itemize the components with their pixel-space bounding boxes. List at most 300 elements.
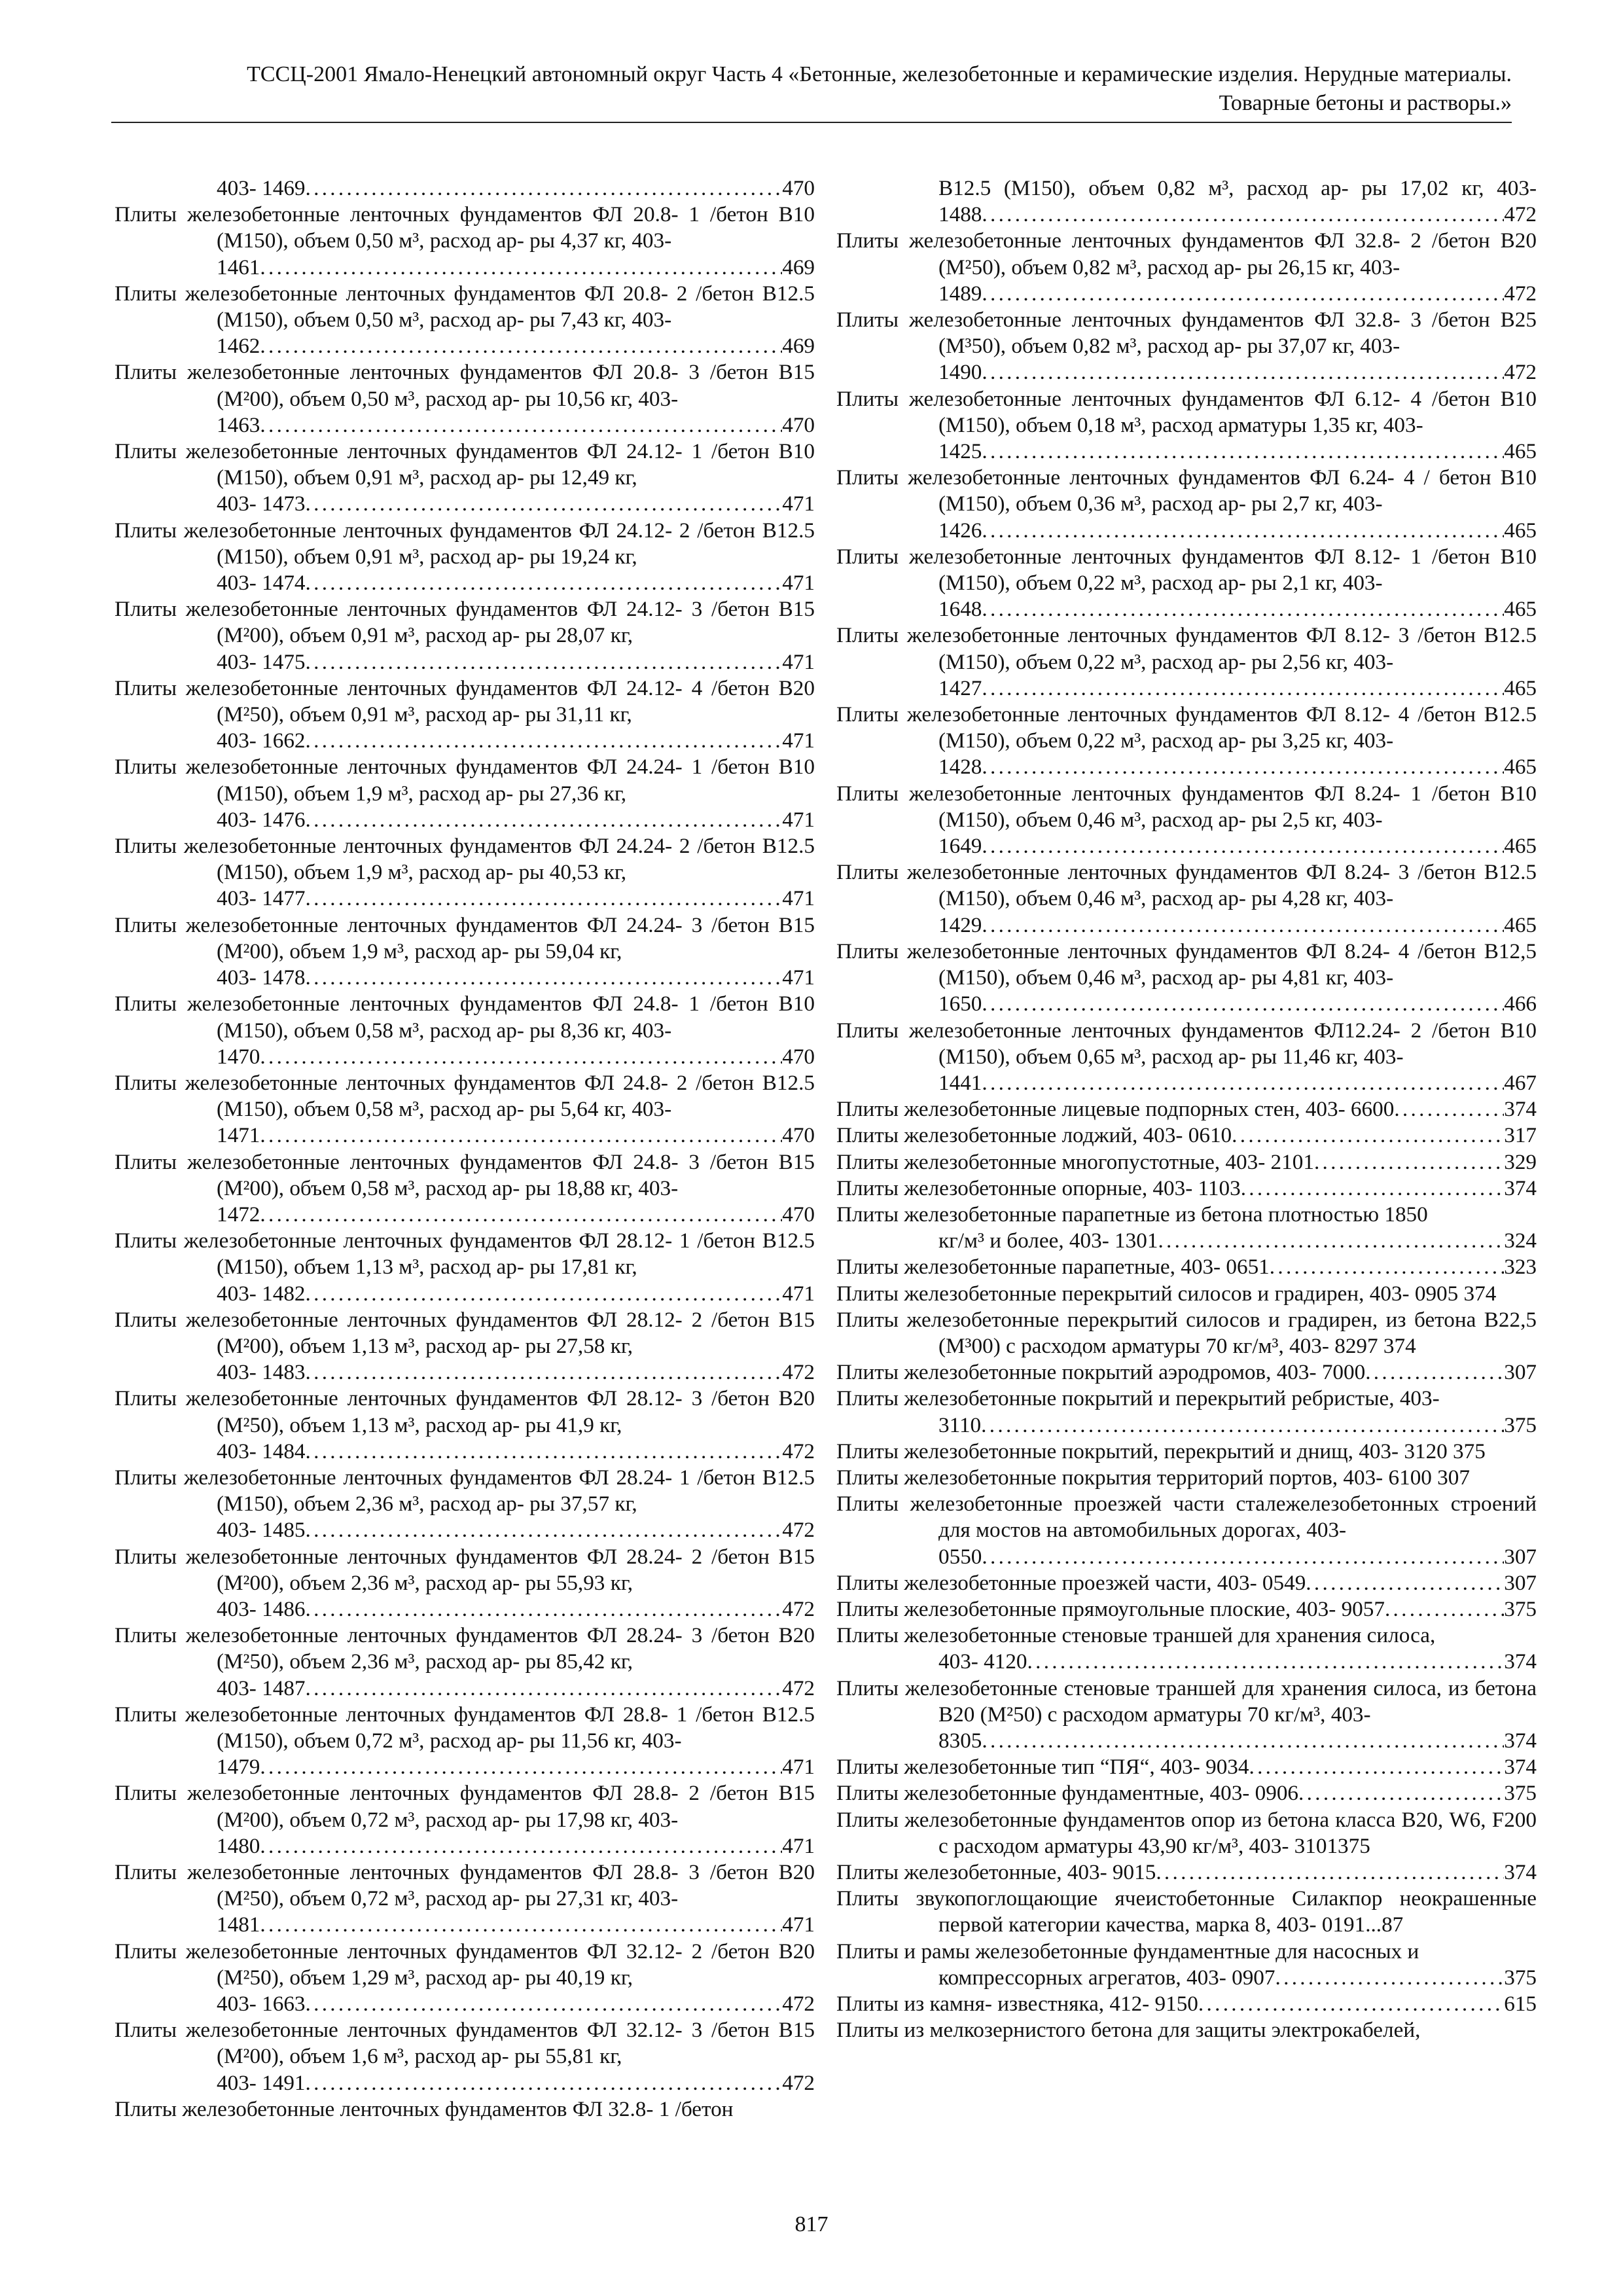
dot-leader: [306, 175, 783, 202]
index-entry-page: 471: [782, 728, 815, 753]
index-entry-page: 374: [1504, 1755, 1537, 1780]
index-entry-page-ref: [938, 1965, 1537, 1991]
index-entry-page-ref: [217, 1517, 815, 1543]
index-entry: [836, 228, 1537, 307]
dot-leader: [306, 1676, 783, 1702]
index-entry-page: 615: [1504, 1992, 1537, 2017]
index-entry-page: 471: [782, 1833, 815, 1858]
index-entry-page-ref: [217, 807, 815, 833]
index-entry-page: 375: [1504, 1596, 1537, 1621]
dot-leader: [306, 807, 783, 833]
index-entry-page: 465: [1504, 439, 1537, 464]
dot-leader: [982, 202, 1504, 228]
index-entry-code: 403- 1473: [217, 492, 306, 516]
index-entry-text: Плиты железобетонные ленточных фундаментов ФЛ12.24- 2 /бетон В10 (М150), объем 0,65 м³, расход ар- ры 11,46 кг, 403-: [836, 1018, 1537, 1069]
dot-leader: [982, 281, 1504, 307]
index-entry-text: Плиты железобетонные стеновые траншей для хранения силоса,: [836, 1623, 1436, 1648]
index-column-left: [115, 175, 815, 2123]
index-entry-text: Плиты железобетонные ленточных фундаментов ФЛ 24.12- 3 /бетон В15 (М²00), объем 0,91 м³, расход ар- ры 28,07 кг,: [115, 597, 815, 648]
index-entry-page-ref: [217, 1596, 815, 1623]
index-entry-code: 403- 1483: [217, 1360, 306, 1385]
index-entry-code: 403- 1478: [217, 965, 306, 990]
index-entry-page-ref: [217, 491, 815, 517]
index-entry: [836, 1596, 1537, 1623]
index-entry: [115, 439, 815, 518]
index-entry: [115, 596, 815, 675]
index-entry-text: Плиты железобетонные ленточных фундаментов ФЛ 20.8- 3 /бетон В15 (М²00), объем 0,50 м³, расход ар- ры 10,56 кг, 403-: [115, 360, 815, 411]
index-entry-page: 375: [1504, 1965, 1537, 1990]
index-entry-text: Плиты железобетонные ленточных фундаментов ФЛ 24.8- 3 /бетон В15 (М²00), объем 0,58 м³, расход ар- ры 18,88 кг, 403-: [115, 1149, 815, 1200]
index-entry: [836, 1807, 1537, 1859]
index-entry-code: 1479: [217, 1755, 260, 1780]
index-entry-text: Плиты железобетонные опорные, 403- 1103: [836, 1175, 1241, 1200]
index-entry: [115, 991, 815, 1070]
index-entry: [115, 1623, 815, 1702]
index-entry-code: 1441: [938, 1070, 982, 1095]
index-entry-page: 307: [1504, 1360, 1537, 1385]
index-entry-code: 1648: [938, 597, 982, 622]
index-entry-text: Плиты железобетонные ленточных фундаментов ФЛ 28.8- 2 /бетон В15 (М²00), объем 0,72 м³, расход ар- ры 17,98 кг, 403-: [115, 1781, 815, 1832]
index-entry-text: Плиты железобетонные перекрытий силосов и градирен, 403- 0905 374: [836, 1281, 1497, 1306]
index-entry: [836, 1465, 1537, 1491]
index-entry-text: Плиты железобетонные покрытий аэродромов, 403- 7000: [836, 1360, 1366, 1385]
index-entry-page-ref: [938, 359, 1537, 386]
index-entry-page: 471: [782, 492, 815, 516]
index-entry: [115, 1465, 815, 1544]
index-entry-code: 403- 1474: [217, 571, 306, 596]
running-header: [111, 60, 1512, 118]
index-entry-text: Плиты железобетонные ленточных фундаментов ФЛ 28.24- 2 /бетон В15 (М²00), объем 2,36 м³, расход ар- ры 55,93 кг,: [115, 1544, 815, 1595]
dot-leader: [306, 1359, 783, 1386]
index-entry: [836, 1859, 1537, 1886]
index-entry-text: Плиты железобетонные ленточных фундаментов ФЛ 32.12- 2 /бетон В20 (М²50), объем 1,29 м³, расход ар- ры 40,19 кг,: [115, 1939, 815, 1990]
index-entry-page: 374: [1504, 1728, 1537, 1753]
index-entry-page-ref: [938, 833, 1537, 859]
index-entry-text: Плиты железобетонные, 403- 9015: [836, 1860, 1156, 1884]
dot-leader: [306, 886, 783, 912]
index-entry-code: 1461: [217, 255, 260, 279]
index-entry-page-ref: [217, 886, 815, 912]
index-entry-page-ref: [938, 1070, 1537, 1096]
index-entry-code: 1463: [217, 412, 260, 437]
index-entry-page: 307: [1504, 1544, 1537, 1569]
index-entry-text: Плиты железобетонные ленточных фундаментов ФЛ 24.8- 2 /бетон В12.5 (М150), объем 0,58 м³, расход ар- ры 5,64 кг, 403-: [115, 1070, 815, 1122]
index-entry-text: Плиты железобетонные ленточных фундаментов ФЛ 32.8- 3 /бетон В25 (М³50), объем 0,82 м³, расход ар- ры 37,07 кг, 403-: [836, 308, 1537, 359]
index-entry-page: 471: [782, 965, 815, 990]
index-entry-code: 403- 1475: [217, 649, 306, 674]
index-entry-page-ref: [938, 518, 1537, 544]
index-entry: [115, 1070, 815, 1149]
dot-leader: [1394, 1096, 1504, 1122]
index-entry-page-ref: [217, 1991, 815, 2017]
index-entry: [836, 859, 1537, 939]
index-entry-text: Плиты железобетонные парапетные, 403- 0651: [836, 1255, 1270, 1280]
index-entry-page: 317: [1504, 1123, 1537, 1148]
index-entry-code: 403- 1487: [217, 1676, 306, 1700]
index-entry-page: 470: [782, 1202, 815, 1227]
index-entry-text: Плиты железобетонные ленточных фундаментов ФЛ 28.12- 2 /бетон В15 (М²00), объем 1,13 м³, расход ар- ры 27,58 кг,: [115, 1307, 815, 1358]
index-entry-code: 1490: [938, 360, 982, 385]
index-entry-page: 472: [782, 1360, 815, 1385]
index-entry-page-ref: [217, 1281, 815, 1307]
dot-leader: [306, 965, 783, 991]
dot-leader: [1156, 1859, 1504, 1886]
index-entry-page: 472: [782, 1439, 815, 1463]
index-entry-code: 403- 1662: [217, 728, 306, 753]
index-entry: [115, 754, 815, 833]
index-entry-text: Плиты железобетонные ленточных фундаментов ФЛ 8.12- 4 /бетон В12.5 (М150), объем 0,22 м³, расход ар- ры 3,25 кг, 403-: [836, 702, 1537, 753]
index-entry-page: 374: [1504, 1649, 1537, 1674]
index-entry-text: Плиты железобетонные ленточных фундаментов ФЛ 8.24- 1 /бетон В10 (М150), объем 0,46 м³, расход ар- ры 2,5 кг, 403-: [836, 781, 1537, 832]
index-entry: [115, 1228, 815, 1307]
index-entry: [836, 622, 1537, 702]
index-entry-text: Плиты железобетонные ленточных фундаментов ФЛ 20.8- 1 /бетон В10 (М150), объем 0,50 м³, расход ар- ры 4,37 кг, 403-: [115, 202, 815, 253]
index-entry-page: 470: [782, 1044, 815, 1069]
index-entry-page-ref: [938, 912, 1537, 939]
index-entry-code: 403- 1663: [217, 1992, 306, 2017]
index-entry-page: 470: [782, 412, 815, 437]
index-entry: [115, 1780, 815, 1859]
index-entry: [115, 912, 815, 992]
dot-leader: [306, 570, 783, 596]
index-entry-page: 329: [1504, 1149, 1537, 1174]
dot-leader: [306, 491, 783, 517]
index-entry: [115, 1939, 815, 2018]
header-rule: [111, 122, 1512, 123]
index-entry-code: 1488: [938, 202, 982, 227]
dot-leader: [1365, 1359, 1504, 1386]
index-entry-page: 375: [1504, 1412, 1537, 1437]
index-entry-text: Плиты железобетонные покрытий, перекрытий и днищ, 403- 3120 375: [836, 1439, 1486, 1463]
index-entry-code: 1425: [938, 439, 982, 464]
index-entry-text: Плиты железобетонные ленточных фундаментов ФЛ 24.24- 3 /бетон В15 (М²00), объем 1,9 м³, расход ар- ры 59,04 кг,: [115, 912, 815, 963]
dot-leader: [982, 1070, 1504, 1096]
index-entry: [115, 2017, 815, 2096]
index-entry-page: 466: [1504, 992, 1537, 1016]
index-entry-page-ref: [938, 439, 1537, 465]
index-entry-page-ref: [938, 1412, 1537, 1439]
index-entry: [836, 781, 1537, 860]
dot-leader: [260, 1202, 782, 1228]
index-entry-code: 403- 1477: [217, 886, 306, 911]
index-entry: [115, 1859, 815, 1939]
dot-leader: [306, 649, 783, 675]
dot-leader: [1158, 1228, 1504, 1254]
index-entry-page: 471: [782, 1281, 815, 1306]
index-entry-page-ref: [938, 1228, 1537, 1254]
index-entry: [115, 281, 815, 360]
index-entry-code: 1427: [938, 675, 982, 700]
dot-leader: [982, 439, 1504, 465]
header-line-1: ТССЦ-2001 Ямало-Ненецкий автономный округ Часть 4 «Бетонные, железобетонные и керамические изделия. Нерудные материалы.: [247, 62, 1512, 86]
index-entry-page: 469: [782, 334, 815, 359]
index-entry: [115, 1307, 815, 1386]
index-entry-text: Плиты железобетонные ленточных фундаментов ФЛ 8.12- 3 /бетон В12.5 (М150), объем 0,22 м³, расход ар- ры 2,56 кг, 403-: [836, 623, 1537, 674]
index-entry: [836, 465, 1537, 544]
page-number: 817: [794, 2212, 829, 2236]
index-entry: [115, 833, 815, 912]
dot-leader: [1314, 1149, 1504, 1175]
index-entry-page: 307: [1504, 1570, 1537, 1595]
index-entry-text: Плиты железобетонные ленточных фундаментов ФЛ 6.12- 4 /бетон В10 (М150), объем 0,18 м³, расход арматуры 1,35 кг, 403-: [836, 386, 1537, 437]
index-entry-code: 403- 1469: [217, 176, 306, 200]
index-entry: [836, 1307, 1537, 1359]
index-entry-page-ref: [217, 1202, 815, 1228]
index-entry-page-ref: [938, 596, 1537, 622]
index-entry-code: кг/м³ и более, 403- 1301: [938, 1229, 1158, 1253]
index-entry-code: 1471: [217, 1123, 260, 1148]
index-entry: [836, 1096, 1537, 1122]
index-entry-text: Плиты железобетонные покрытия территорий портов, 403- 6100 307: [836, 1465, 1470, 1490]
index-entry: [836, 1570, 1537, 1596]
index-entry-page: 472: [1504, 360, 1537, 385]
index-entry-code: 403- 1486: [217, 1596, 306, 1621]
dot-leader: [1027, 1649, 1505, 1675]
index-entry-page: 472: [782, 1518, 815, 1543]
index-entry: [115, 2096, 815, 2123]
index-entry-text: Плиты железобетонные ленточных фундаментов ФЛ 28.8- 3 /бетон В20 (М²50), объем 0,72 м³, расход ар- ры 27,31 кг, 403-: [115, 1860, 815, 1911]
index-entry: [836, 1754, 1537, 1780]
index-entry-page-ref: [938, 281, 1537, 307]
index-entry-text: Плиты железобетонные ленточных фундаментов ФЛ 20.8- 2 /бетон В12.5 (М150), объем 0,50 м³, расход ар- ры 7,43 кг, 403-: [115, 281, 815, 332]
index-entry-page: 465: [1504, 675, 1537, 700]
index-entry-code: 403- 1485: [217, 1518, 306, 1543]
index-entry-code: 403- 1476: [217, 807, 306, 832]
index-entry-page-ref: [217, 412, 815, 439]
index-entry: [115, 675, 815, 755]
index-entry-text: Плиты и рамы железобетонные фундаментные для насосных и: [836, 1939, 1419, 1964]
index-entry-page: 471: [782, 1912, 815, 1937]
dot-leader: [306, 728, 783, 754]
index-entry-page-ref: [938, 1728, 1537, 1754]
index-entry-text: Плиты железобетонные покрытий и перекрытий ребристые, 403-: [836, 1386, 1440, 1411]
dot-leader: [260, 1122, 782, 1149]
index-entry-page-ref: [217, 1044, 815, 1070]
index-entry: [115, 1386, 815, 1465]
index-entry-page: 472: [782, 1596, 815, 1621]
index-entry-text: Плиты из камня- известняка, 412- 9150: [836, 1992, 1198, 2017]
index-entry-code: 1649: [938, 834, 982, 859]
index-entry: [836, 1386, 1537, 1438]
index-entry-page: 467: [1504, 1070, 1537, 1095]
index-entry-text: Плиты железобетонные ленточных фундаментов ФЛ 28.12- 3 /бетон В20 (М²50), объем 1,13 м³, расход ар- ры 41,9 кг,: [115, 1386, 815, 1437]
index-entry-page-ref: [217, 175, 815, 202]
index-entry: [836, 1254, 1537, 1280]
index-entry-text: Плиты железобетонные фундаментов опор из бетона класса В20, W6, F200 с расходом арматуры 43,90 кг/м³, 403- 3101375: [836, 1807, 1537, 1858]
index-entry-code: 403- 4120: [938, 1649, 1027, 1674]
index-entry-code: 403- 1491: [217, 2070, 306, 2095]
dot-leader: [982, 912, 1504, 939]
index-entry-code: 1480: [217, 1833, 260, 1858]
index-entry-code: 1481: [217, 1912, 260, 1937]
index-entry-code: 403- 1482: [217, 1281, 306, 1306]
index-entry-page: 471: [782, 1755, 815, 1780]
index-entry-code: 1472: [217, 1202, 260, 1227]
index-entry-text: Плиты железобетонные лоджий, 403- 0610: [836, 1123, 1232, 1148]
index-entry-page-ref: [217, 649, 815, 675]
index-entry-page: 472: [782, 2070, 815, 2095]
index-entry-page-ref: [217, 333, 815, 359]
index-entry-page: 471: [782, 886, 815, 911]
dot-leader: [260, 412, 782, 439]
index-entry-text: Плиты железобетонные перекрытий силосов и градирен, из бетона В22,5 (М³00) с расходом арматуры 70 кг/м³, 403- 8297 374: [836, 1307, 1537, 1358]
header-line-2: Товарные бетоны и растворы.»: [1219, 91, 1512, 115]
index-entry-page-ref: [938, 1649, 1537, 1675]
dot-leader: [1232, 1122, 1504, 1149]
index-entry-text: Плиты железобетонные ленточных фундаментов ФЛ 28.8- 1 /бетон В12.5 (М150), объем 0,72 м³, расход ар- ры 11,56 кг, 403-: [115, 1702, 815, 1753]
index-entry-page: 471: [782, 649, 815, 674]
index-entry-code: 8305: [938, 1728, 982, 1753]
index-entry: [115, 1544, 815, 1623]
dot-leader: [260, 1833, 782, 1859]
index-entry-text: Плиты железобетонные многопустотные, 403- 2101: [836, 1149, 1314, 1174]
index-entry-text: Плиты железобетонные ленточных фундаментов ФЛ 32.8- 2 /бетон В20 (М²50), объем 0,82 м³, расход ар- ры 26,15 кг, 403-: [836, 228, 1537, 279]
index-entry-page: 374: [1504, 1175, 1537, 1200]
index-entry: [836, 702, 1537, 781]
index-entry: [836, 1149, 1537, 1175]
index-entry-page: 374: [1504, 1097, 1537, 1122]
index-entry-page-ref: [217, 2070, 815, 2096]
index-entry-text: В12.5 (М150), объем 0,82 м³, расход ар- ры 17,02 кг, 403-: [938, 176, 1537, 200]
index-entry-page: 465: [1504, 912, 1537, 937]
index-entry-page-ref: [938, 991, 1537, 1017]
index-entry-text: Плиты железобетонные ленточных фундаментов ФЛ 28.24- 3 /бетон В20 (М²50), объем 2,36 м³, расход ар- ры 85,42 кг,: [115, 1623, 815, 1674]
dot-leader: [982, 675, 1504, 702]
index-entry: [115, 359, 815, 439]
index-entry: [836, 1623, 1537, 1675]
index-entry-text: Плиты из мелкозернистого бетона для защиты электрокабелей,: [836, 2018, 1421, 2043]
index-entry-text: Плиты железобетонные ленточных фундаментов ФЛ 8.12- 1 /бетон В10 (М150), объем 0,22 м³, расход ар- ры 2,1 кг, 403-: [836, 544, 1537, 596]
index-entry-page: 465: [1504, 755, 1537, 780]
dot-leader: [982, 1728, 1504, 1754]
dot-leader: [1298, 1780, 1504, 1806]
index-entry: [836, 939, 1537, 1018]
index-entry-page: 323: [1504, 1255, 1537, 1280]
index-entry-page: 471: [782, 807, 815, 832]
dot-leader: [1275, 1965, 1505, 1991]
index-entry-text: Плиты железобетонные ленточных фундаментов ФЛ 24.24- 2 /бетон В12.5 (М150), объем 1,9 м³, расход ар- ры 40,53 кг,: [115, 834, 815, 885]
index-entry-text: Плиты железобетонные лицевые подпорных стен, 403- 6600: [836, 1097, 1395, 1122]
dot-leader: [982, 754, 1504, 780]
dot-leader: [1270, 1254, 1504, 1280]
index-entry: [836, 2017, 1537, 2043]
dot-leader: [306, 1517, 783, 1543]
index-entry: [836, 1202, 1537, 1254]
dot-leader: [260, 1912, 782, 1938]
index-entry-page-ref: [217, 1833, 815, 1859]
index-entry-page-ref: [217, 570, 815, 596]
index-entry-page: 472: [782, 1992, 815, 2017]
dot-leader: [260, 1044, 782, 1070]
index-entry-page-ref: [217, 255, 815, 281]
index-entry-text: Плиты железобетонные ленточных фундаментов ФЛ 28.12- 1 /бетон В12.5 (М150), объем 1,13 м³, расход ар- ры 17,81 кг,: [115, 1229, 815, 1280]
index-entry-page: 465: [1504, 518, 1537, 543]
index-entry-page: 472: [1504, 202, 1537, 227]
index-entry-code: 1470: [217, 1044, 260, 1069]
index-entry: [836, 307, 1537, 386]
index-entry-code: 1426: [938, 518, 982, 543]
index-entry: [836, 544, 1537, 623]
dot-leader: [306, 1281, 783, 1307]
index-entry: [836, 1122, 1537, 1149]
dot-leader: [1385, 1596, 1504, 1623]
index-entry: [115, 202, 815, 281]
index-entry-continuation: [115, 175, 815, 202]
dot-leader: [260, 333, 782, 359]
index-entry-text: Плиты железобетонные проезжей части сталежелезобетонных строений для мостов на автомобильных дорогах, 403-: [836, 1492, 1537, 1543]
dot-leader: [982, 596, 1504, 622]
index-entry-text: Плиты железобетонные стеновые траншей для хранения силоса, из бетона В20 (М²50) с расходом арматуры 70 кг/м³, 403-: [836, 1676, 1537, 1727]
index-entry: [836, 1281, 1537, 1307]
index-entry-code: 0550: [938, 1544, 982, 1569]
index-entry-page: 470: [782, 176, 815, 200]
dot-leader: [982, 833, 1504, 859]
index-entry-text: Плиты железобетонные парапетные из бетона плотностью 1850: [836, 1202, 1428, 1227]
index-entry-code: 1489: [938, 281, 982, 306]
index-entry-page: 465: [1504, 834, 1537, 859]
dot-leader: [306, 1991, 783, 2017]
index-entry: [836, 1491, 1537, 1570]
dot-leader: [306, 2070, 783, 2096]
index-entry-page: 465: [1504, 597, 1537, 622]
index-entry-text: Плиты железобетонные проезжей части, 403- 0549: [836, 1570, 1306, 1595]
index-entry: [836, 1018, 1537, 1097]
index-entry-text: Плиты железобетонные ленточных фундаментов ФЛ 32.12- 3 /бетон В15 (М²00), объем 1,6 м³, расход ар- ры 55,81 кг,: [115, 2018, 815, 2069]
index-entry: [115, 1149, 815, 1229]
index-entry-page: 472: [1504, 281, 1537, 306]
index-entry-text: Плиты железобетонные тип “ПЯ“, 403- 9034: [836, 1755, 1249, 1780]
index-entry: [836, 1886, 1537, 1938]
index-entry: [836, 1780, 1537, 1806]
index-entry-page-ref: [938, 202, 1537, 228]
index-column-right: [836, 175, 1537, 2043]
index-entry-page-ref: [217, 1359, 815, 1386]
dot-leader: [1198, 1991, 1504, 2017]
index-entry-page: 469: [782, 255, 815, 279]
index-entry: [836, 1991, 1537, 2017]
index-entry-page-ref: [217, 1912, 815, 1938]
index-entry-page: 324: [1504, 1229, 1537, 1253]
dot-leader: [306, 1439, 783, 1465]
dot-leader: [1306, 1570, 1504, 1596]
index-entry-continuation: [836, 175, 1537, 228]
dot-leader: [306, 1596, 783, 1623]
index-entry-text: Плиты железобетонные ленточных фундаментов ФЛ 24.24- 1 /бетон В10 (М150), объем 1,9 м³, расход ар- ры 27,36 кг,: [115, 755, 815, 806]
index-entry-code: 1462: [217, 334, 260, 359]
index-entry-text: Плиты железобетонные ленточных фундаментов ФЛ 32.8- 1 /бетон: [115, 2096, 734, 2121]
index-entry-text: Плиты железобетонные ленточных фундаментов ФЛ 28.24- 1 /бетон В12.5 (М150), объем 2,36 м³, расход ар- ры 37,57 кг,: [115, 1465, 815, 1516]
index-entry: [836, 1359, 1537, 1386]
dot-leader: [982, 359, 1504, 386]
index-entry-page-ref: [217, 728, 815, 754]
index-entry-text: Плиты железобетонные ленточных фундаментов ФЛ 24.12- 4 /бетон В20 (М²50), объем 0,91 м³, расход ар- ры 31,11 кг,: [115, 675, 815, 727]
index-entry-page-ref: [217, 1122, 815, 1149]
index-entry-code: 3110: [938, 1412, 982, 1437]
dot-leader: [260, 255, 782, 281]
dot-leader: [981, 1412, 1504, 1439]
index-entry-text: Плиты железобетонные ленточных фундаментов ФЛ 24.12- 1 /бетон В10 (М150), объем 0,91 м³, расход ар- ры 12,49 кг,: [115, 439, 815, 490]
index-entry: [836, 1439, 1537, 1465]
index-entry-page-ref: [938, 1544, 1537, 1570]
index-entry-code: 403- 1484: [217, 1439, 306, 1463]
index-entry-page: 472: [782, 1676, 815, 1700]
index-entry-page-ref: [217, 1439, 815, 1465]
dot-leader: [1249, 1754, 1504, 1780]
index-entry: [836, 386, 1537, 465]
index-entry-text: Плиты железобетонные ленточных фундаментов ФЛ 24.8- 1 /бетон В10 (М150), объем 0,58 м³, расход ар- ры 8,36 кг, 403-: [115, 992, 815, 1043]
index-entry-page-ref: [217, 1754, 815, 1780]
index-entry-page-ref: [938, 754, 1537, 780]
